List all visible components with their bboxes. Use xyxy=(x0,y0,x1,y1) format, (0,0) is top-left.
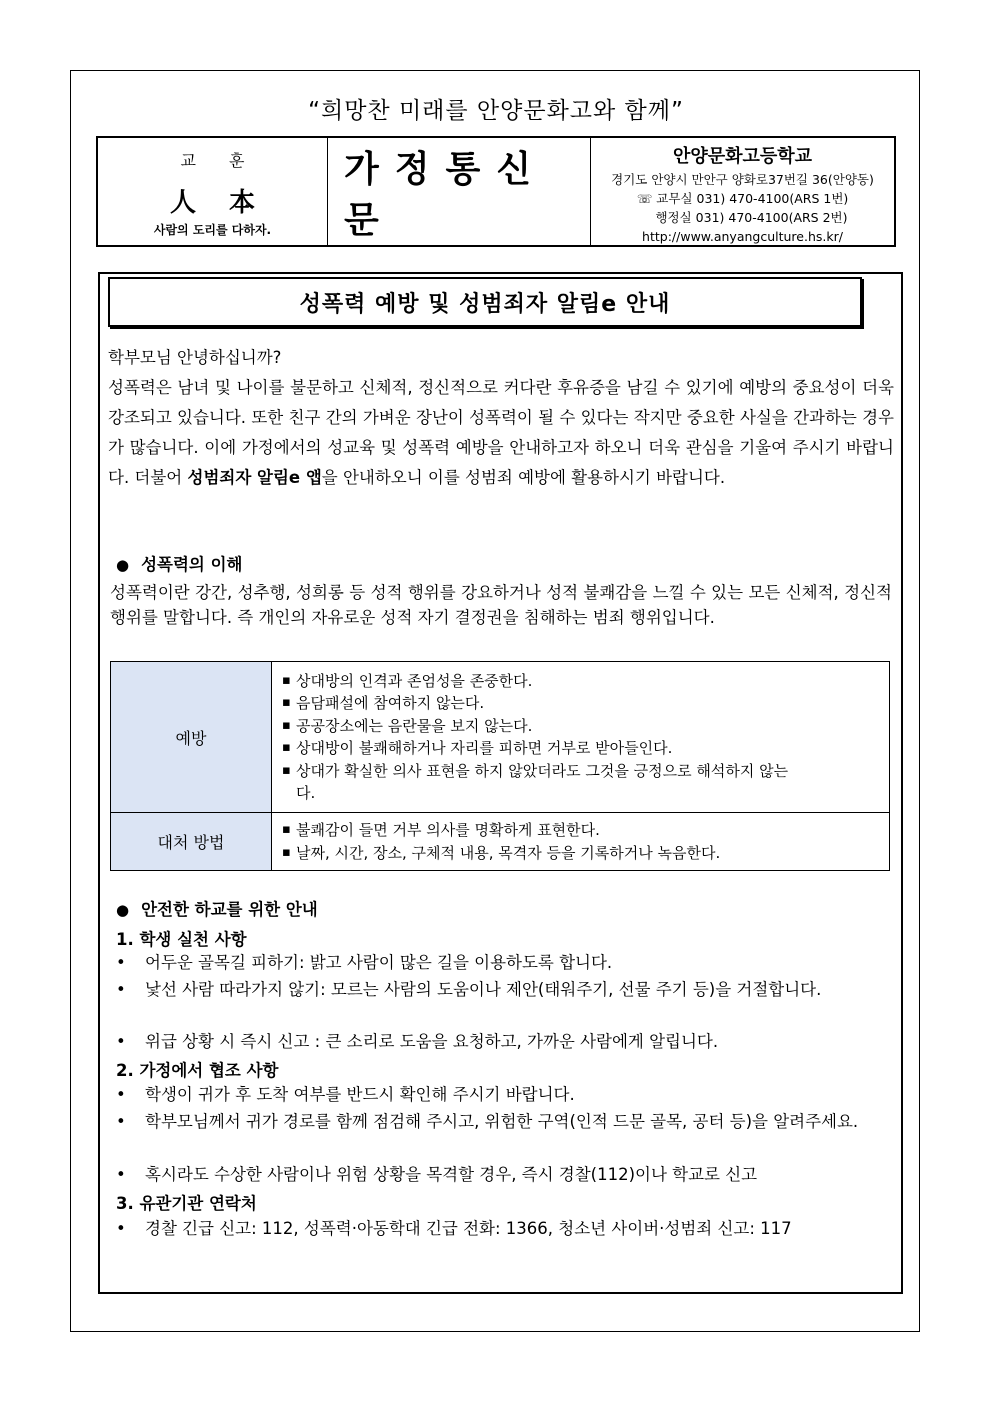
motto-subtitle: 사람의 도리를 다하자. xyxy=(153,223,272,237)
table-row xyxy=(111,813,890,871)
intro-body-part1: 성폭력은 남녀 및 나이를 불문하고 신체적, 정신적으로 커다란 후유증을 남길 수 있기에 예방의 중요성이 더욱 강조되고 있습니다. 또한 친구 간의 가벼운 장난이 성폭력이 될 수 있다는 작지만 중요한 사실을 간과하는 경우가 많습니다. 이에 가정에서의 성교육 및 성폭력 예방을 안내하고자 하오니 더욱 관심을 기울여 주시기 바랍니다. 더불어 xyxy=(108,378,894,487)
list-item: • 경찰 긴급 신고: 112, 성폭력·아동학대 긴급 전화: 1366, 청소년 사이버·성범죄 신고: 117 xyxy=(116,1216,892,1242)
list-item: ▪ 상대가 확실한 의사 표현을 하지 않았더라도 그것을 긍정으로 해석하지 않는다. xyxy=(282,760,806,805)
circle-bullet-icon: ● xyxy=(116,556,130,574)
intro xyxy=(108,343,894,493)
motto-label: 교 훈 xyxy=(180,151,259,170)
table-row xyxy=(111,662,890,813)
list-item: ▪ 음담패설에 참여하지 않는다. xyxy=(282,692,881,715)
document-title: 성폭력 예방 및 성범죄자 알림e 안내 xyxy=(108,277,862,327)
school-website[interactable]: http://www.anyangculture.hs.kr/ xyxy=(642,229,843,244)
bullet-icon: • xyxy=(116,1219,126,1238)
newsletter-title-cell xyxy=(328,138,591,245)
prevention-list xyxy=(282,670,881,805)
intro-body-part2: 을 안내하오니 이를 성범죄 예방에 활용하시기 바랍니다. xyxy=(321,468,726,487)
sub-heading-contacts: 3. 유관기관 연락처 xyxy=(116,1194,257,1213)
phone-admin: 행정실 031) 470-4100(ARS 2번) xyxy=(655,210,848,225)
list-item: • 혹시라도 수상한 사람이나 위험 상황을 목격할 경우, 즉시 경찰(112)이나 학교로 신고 xyxy=(116,1162,892,1188)
bullet-icon: • xyxy=(116,953,126,972)
list-item: • 학부모님께서 귀가 경로를 함께 점검해 주시고, 위험한 구역(인적 드문 골목, 공터 등)을 알려주세요. xyxy=(116,1109,892,1135)
response-label: 대처 방법 xyxy=(111,813,272,871)
motto-chars: 人 本 xyxy=(169,188,268,218)
list-item: ▪ 상대방이 불쾌해하거나 자리를 피하면 거부로 받아들인다. xyxy=(282,737,881,760)
letter-header xyxy=(96,136,896,247)
section-title: 성폭력의 이해 xyxy=(141,555,243,574)
intro-greeting: 학부모님 안녕하십니까? xyxy=(108,348,282,367)
list-item: • 학생이 귀가 후 도착 여부를 반드시 확인해 주시기 바랍니다. xyxy=(116,1082,892,1108)
list-item: ▪ 날짜, 시간, 장소, 구체적 내용, 목격자 등을 기록하거나 녹음한다. xyxy=(282,842,881,865)
response-list xyxy=(282,819,881,864)
list-item: • 낯선 사람 따라가지 않기: 모르는 사람의 도움이나 제안(태워주기, 선물 주기 등)을 거절합니다. xyxy=(116,977,892,1003)
bullet-icon: • xyxy=(116,980,126,999)
prevention-label: 예방 xyxy=(111,662,272,813)
section-understanding-text: 성폭력이란 강간, 성추행, 성희롱 등 성적 행위를 강요하거나 성적 불쾌감을 느낄 수 있는 모든 신체적, 정신적 행위를 말합니다. 즉 개인의 자유로운 성적 자기 결정권을 침해하는 범죄 행위입니다. xyxy=(110,583,892,627)
list-item: • 어두운 골목길 피하기: 밝고 사람이 많은 길을 이용하도록 합니다. xyxy=(116,950,892,976)
app-name-highlight: 성범죄자 알림e 앱 xyxy=(187,468,322,487)
section-understanding-heading xyxy=(116,551,242,575)
response-cell xyxy=(272,813,890,871)
sub-heading-student: 1. 학생 실천 사항 xyxy=(116,930,247,949)
circle-bullet-icon: ● xyxy=(116,901,130,919)
bullet-icon: • xyxy=(116,1085,126,1104)
list-item: ▪ 불쾌감이 들면 거부 의사를 명확하게 표현한다. xyxy=(282,819,881,842)
list-item: • 위급 상황 시 즉시 신고 : 큰 소리로 도움을 요청하고, 가까운 사람에게 알립니다. xyxy=(116,1029,892,1055)
bullet-icon: • xyxy=(116,1032,126,1051)
intro-body xyxy=(108,373,894,493)
phone-academic: ☏ 교무실 031) 470-4100(ARS 1번) xyxy=(636,191,849,206)
list-item: ▪ 공공장소에는 음란물을 보지 않는다. xyxy=(282,715,881,738)
school-motto-cell xyxy=(98,138,328,245)
list-item: ▪ 상대방의 인격과 존엄성을 존중한다. xyxy=(282,670,881,693)
sub-heading-home: 2. 가정에서 협조 사항 xyxy=(116,1061,279,1080)
bullet-icon: • xyxy=(116,1112,126,1131)
section-title: 안전한 하교를 위한 안내 xyxy=(141,900,318,919)
school-motto-banner: “희망찬 미래를 안양문화고와 함께” xyxy=(308,98,684,124)
school-info-cell xyxy=(591,138,894,245)
prevention-table xyxy=(110,661,890,871)
school-name: 안양문화고등학교 xyxy=(672,146,813,167)
prevention-cell xyxy=(272,662,890,813)
section-safety-heading xyxy=(116,896,318,920)
school-address: 경기도 안양시 만안구 양화로37번길 36(안양동) xyxy=(611,172,874,187)
newsletter-title: 가정통신문 xyxy=(344,148,548,241)
bullet-icon: • xyxy=(116,1165,126,1184)
